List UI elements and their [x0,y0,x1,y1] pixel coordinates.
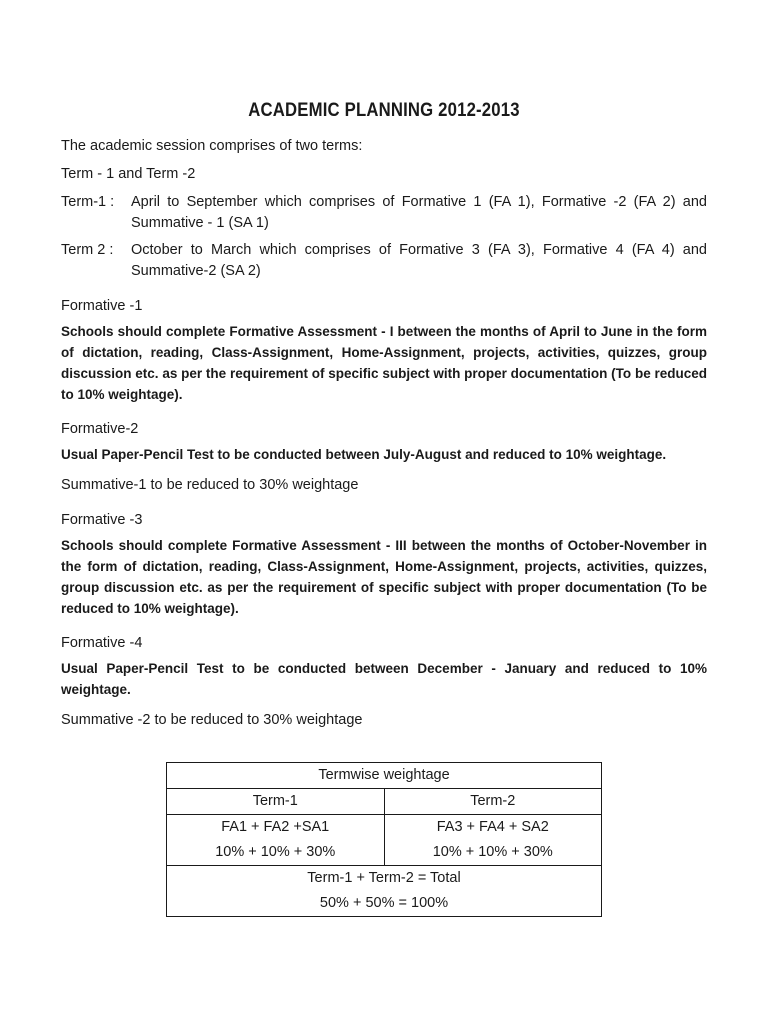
fa3-text: Schools should complete Formative Assessment - III between the months of October-November in the form of dictation, reading, Class-Assignment, Home-Assignment, projects, activities, quizzes, group discussion etc. as per the requirement of specific subject with proper documentation (To be reduced to 10% weightage). [61,538,707,616]
term-2-text: October to March which comprises of Formative 3 (FA 3), Formative 4 (FA 4) and Summative-2 (SA 2) [131,242,707,279]
term-2-percent: 10% + 10% + 30% [432,844,553,860]
term-1-text: April to September which comprises of Formative 1 (FA 1), Formative -2 (FA 2) and Summative - 1 (SA 1) [131,194,707,231]
total-formula: Term-1 + Term-2 = Total [307,870,461,886]
term-2-row [61,240,707,282]
table-header-row [167,763,602,789]
term-1-label: Term-1 : [61,194,115,210]
table-term-1-weights [167,815,385,866]
table-formula-row [167,815,602,866]
fa4-heading: Formative -4 [61,635,143,651]
term-1-row [61,192,707,234]
table-term-row [167,789,602,815]
table-total [167,866,602,917]
table-term-1: Term-1 [167,789,385,815]
document-page [61,100,707,731]
table-total-row [167,866,602,917]
table-term-2-weights [384,815,602,866]
fa2-text: Usual Paper-Pencil Test to be conducted between July-August and reduced to 10% weightage. [61,447,667,462]
page-title: ACADEMIC PLANNING 2012-2013 [248,100,520,121]
fa1-text: Schools should complete Formative Assessment - I between the months of April to June in the form of dictation, reading, Class-Assignment, Home-Assignment, projects, activities, quizzes, group discussion etc. as per the requirement of specific subject with proper documentation (To be reduced to 10% weightage). [61,324,707,402]
fa4-text: Usual Paper-Pencil Test to be conducted between December - January and reduced to 10% weightage. [61,661,707,697]
weightage-table [166,762,602,917]
term-1-percent: 10% + 10% + 30% [215,844,336,860]
fa1-heading: Formative -1 [61,298,143,314]
fa2-heading: Formative-2 [61,421,139,437]
sa2-text: Summative -2 to be reduced to 30% weightage [61,712,363,728]
intro-text: The academic session comprises of two terms: [61,138,363,154]
term-2-label: Term 2 : [61,242,114,258]
sa1-text: Summative-1 to be reduced to 30% weightage [61,477,359,493]
terms-line: Term - 1 and Term -2 [61,166,196,182]
table-header: Termwise weightage [167,763,602,789]
table-term-2: Term-2 [384,789,602,815]
fa3-heading: Formative -3 [61,512,143,528]
term-1-formula: FA1 + FA2 +SA1 [221,819,330,835]
total-percent: 50% + 50% = 100% [319,895,449,911]
term-2-formula: FA3 + FA4 + SA2 [436,819,549,835]
